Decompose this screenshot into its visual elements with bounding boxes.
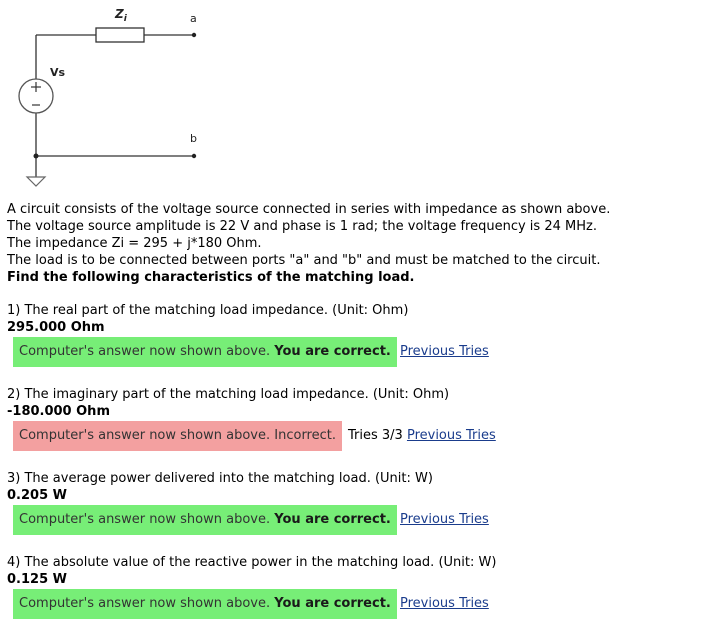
answer-value: 295.000 Ohm [7,320,105,335]
intro-line: A circuit consists of the voltage source connected in series with impedance as shown above. [7,202,611,217]
impedance-resistor-symbol [96,28,144,42]
previous-tries-link[interactable]: Previous Tries [400,512,489,527]
question-text: 3) The average power delivered into the matching load. (Unit: W) [7,471,433,486]
intro-line: The load is to be connected between ports "a" and "b" and must be matched to the circuit. [7,253,601,268]
problem-statement [7,201,717,286]
question-2 [7,386,717,420]
question-text: 4) The absolute value of the reactive power in the matching load. (Unit: W) [7,555,497,570]
port-b-dot [192,154,196,158]
answer-value: -180.000 Ohm [7,404,110,419]
source-label: Vs [50,66,66,79]
feedback-correct: Computer's answer now shown above. You are correct. [13,589,397,619]
answer-value: 0.205 W [7,488,67,503]
question-text: 1) The real part of the matching load impedance. (Unit: Ohm) [7,303,409,318]
impedance-label: $Z_i$ [115,7,127,24]
question-1 [7,302,717,336]
circuit-diagram [0,0,240,195]
tries-count: Tries 3/3 [348,428,403,443]
status-text: You are correct. [274,596,391,611]
previous-tries-link[interactable]: Previous Tries [406,428,496,443]
port-a-label: a [190,12,197,25]
status-text: You are correct. [274,344,391,359]
feedback-incorrect: Computer's answer now shown above. Incorrect. [13,421,342,451]
intro-line: The impedance Zi = 295 + j*180 Ohm. [7,236,262,251]
feedback-correct: Computer's answer now shown above. You are correct. [13,337,397,367]
port-b-label: b [190,132,197,145]
node-dot [34,154,39,159]
previous-tries-link[interactable]: Previous Tries [400,344,489,359]
status-text: Incorrect. [274,428,336,443]
intro-instruction: Find the following characteristics of the matching load. [7,270,415,285]
question-text: 2) The imaginary part of the matching load impedance. (Unit: Ohm) [7,387,450,402]
previous-tries-link[interactable]: Previous Tries [400,596,489,611]
port-a-dot [192,33,196,37]
intro-line: The voltage source amplitude is 22 V and phase is 1 rad; the voltage frequency is 24 MHz. [7,219,597,234]
question-4 [7,554,717,588]
voltage-source-symbol [19,79,53,113]
status-text: You are correct. [274,512,391,527]
feedback-correct: Computer's answer now shown above. You are correct. [13,505,397,535]
question-3 [7,470,717,504]
ground-icon [27,177,45,186]
answer-value: 0.125 W [7,572,67,587]
